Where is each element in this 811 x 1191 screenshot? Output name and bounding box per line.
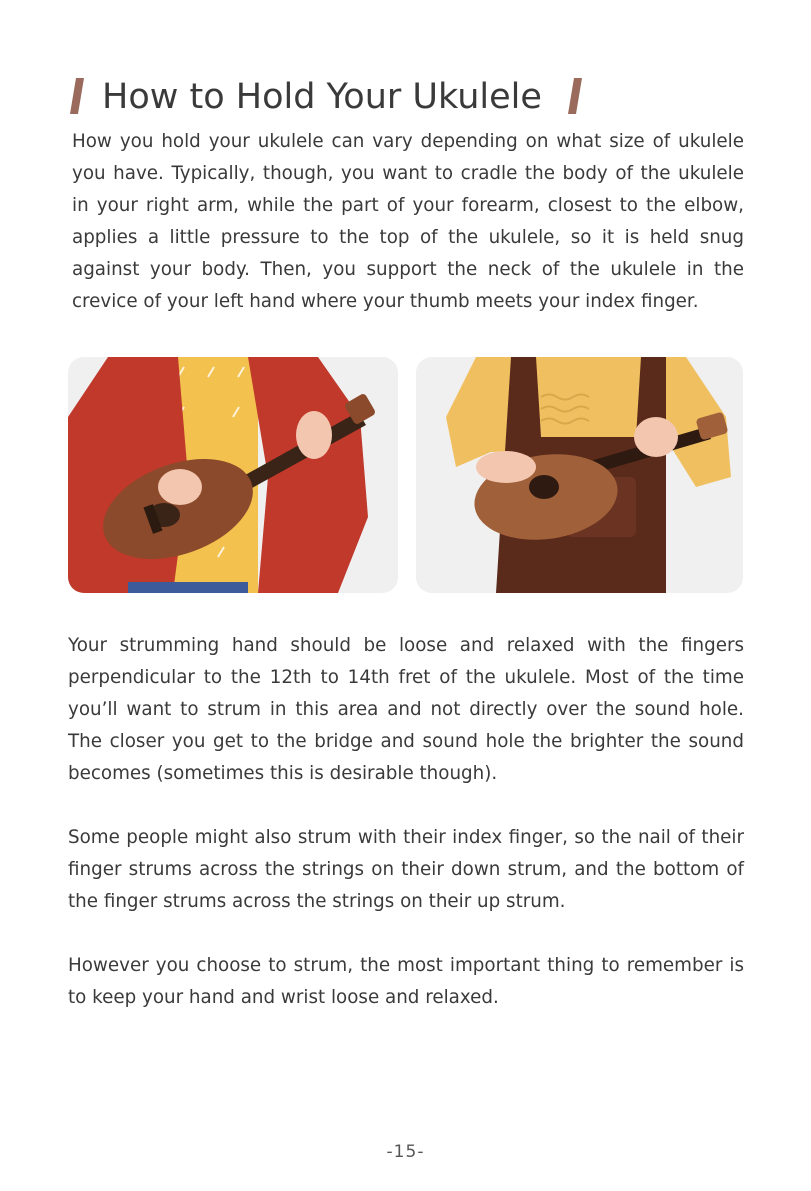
intro-paragraph: How you hold your ukulele can vary depending on what size of ukulele you have. Typically, though, you want to cradle the body of the ukulele in your right arm, while the part of your forearm, closest to the elbow, applies a little pressure to the top of the ukulele, so it is held snug against your body. Then, you support the neck of the ukulele in the crevice of your left hand where your thumb meets your index finger.: [72, 131, 744, 312]
slash-accent-icon: [568, 78, 582, 114]
strumming-hand-paragraph: Your strumming hand should be loose and relaxed with the fingers perpendicular to the 12th to 14th fret of the ukulele. Most of the time you’ll want to strum in this area and not directly over the sound hole. The closer you get to the bridge and sound hole the brighter the sound becomes (sometimes this is desirable though).: [68, 635, 744, 784]
ukulele-player-apron-illustration: [416, 357, 743, 593]
page-title: How to Hold Your Ukulele: [102, 77, 542, 117]
slash-accent-icon: [70, 78, 84, 114]
heading: [70, 72, 600, 122]
ukulele-player-red-jacket-illustration: [68, 357, 398, 593]
index-finger-paragraph: Some people might also strum with their index finger, so the nail of their finger strums across the strings on their down strum, and the bottom of the finger strums across the strings on their up strum.: [68, 827, 744, 912]
page-number: -15-: [386, 1142, 425, 1162]
conclusion-paragraph: However you choose to strum, the most important thing to remember is to keep your hand and wrist loose and relaxed.: [68, 955, 744, 1008]
